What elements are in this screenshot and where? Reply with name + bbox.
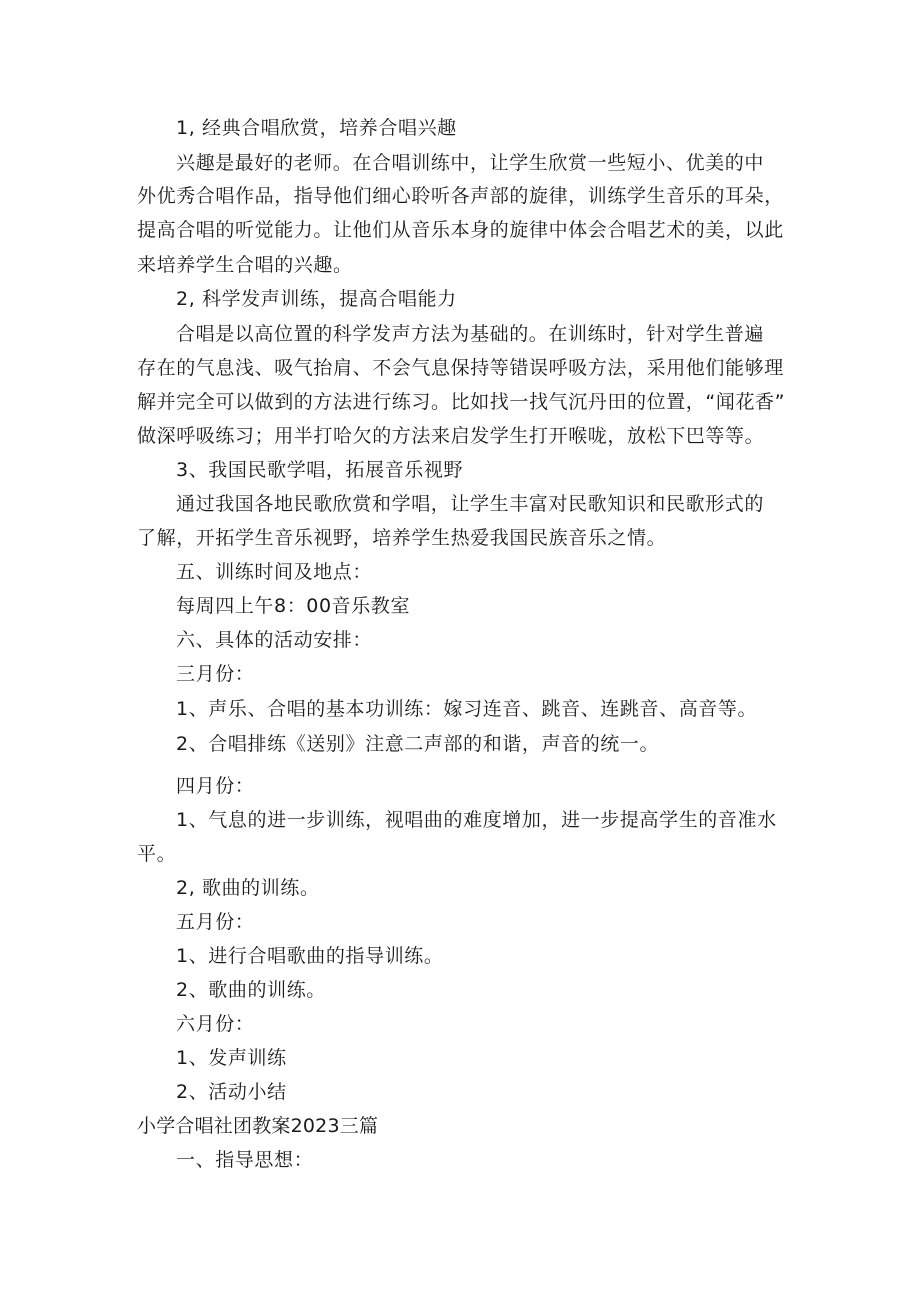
document-title: 小学合唱社团教案2023三篇 (137, 1115, 379, 1137)
paragraph-line: 存在的气息浅、吸气抬肩、不会气息保持等错误呼吸方法，采用他们能够理 (137, 357, 784, 379)
month-heading: 六月份： (176, 1013, 255, 1035)
paragraph-line: 外优秀合唱作品，指导他们细心聆听各声部的旋律，训练学生音乐的耳朵， (137, 185, 784, 207)
paragraph-line: 解并完全可以做到的方法进行练习。比如找一找气沉丹田的位置，“闻花香” (137, 391, 786, 413)
schedule-line: 每周四上午8：00音乐教室 (176, 595, 411, 617)
month-heading: 四月份： (176, 775, 255, 797)
paragraph-line: 合唱是以高位置的科学发声方法为基础的。在训练时，针对学生普遍 (176, 323, 765, 345)
section-heading-6: 六、具体的活动安排： (176, 629, 373, 651)
paragraph-line: 通过我国各地民歌欣赏和学唱，让学生丰富对民歌知识和民歌形式的 (176, 493, 765, 515)
list-item: 1、发声训练 (176, 1047, 287, 1069)
list-item: 2, 歌曲的训练。 (176, 877, 320, 899)
heading-2: 2, 科学发声训练，提高合唱能力 (176, 288, 457, 310)
heading-3: 3、我国民歌学唱，拓展音乐视野 (176, 459, 464, 481)
list-item: 2、活动小结 (176, 1081, 287, 1103)
list-item: 2、合唱排练《送别》注意二声部的和谐，声音的统一。 (176, 733, 660, 755)
month-heading: 三月份： (176, 663, 255, 685)
paragraph-line: 做深呼吸练习；用半打哈欠的方法来启发学生打开喉咙，放松下巴等等。 (137, 425, 765, 447)
paragraph-line: 来培养学生合唱的兴趣。 (137, 254, 353, 276)
list-item: 1、进行合唱歌曲的指导训练。 (176, 945, 444, 967)
list-item-continuation: 平。 (137, 843, 177, 865)
month-heading: 五月份： (176, 911, 255, 933)
paragraph-line: 了解，开拓学生音乐视野，培养学生热爱我国民族音乐之情。 (137, 527, 667, 549)
section-heading-5: 五、训练时间及地点： (176, 561, 373, 583)
paragraph-line: 提高合唱的听觉能力。让他们从音乐本身的旋律中体会合唱艺术的美，以此 (137, 219, 784, 241)
list-item: 1、声乐、合唱的基本功训练：嫁习连音、跳音、连跳音、高音等。 (176, 698, 758, 720)
paragraph-line: 兴趣是最好的老师。在合唱训练中，让学生欣赏一些短小、优美的中 (176, 152, 765, 174)
list-item: 1、气息的进一步训练，视唱曲的难度增加，进一步提高学生的音准水 (176, 809, 777, 831)
list-item: 2、歌曲的训练。 (176, 979, 326, 1001)
section-heading-1: 一、指导思想： (176, 1149, 314, 1171)
heading-1: 1, 经典合唱欣赏，培养合唱兴趣 (176, 117, 457, 139)
